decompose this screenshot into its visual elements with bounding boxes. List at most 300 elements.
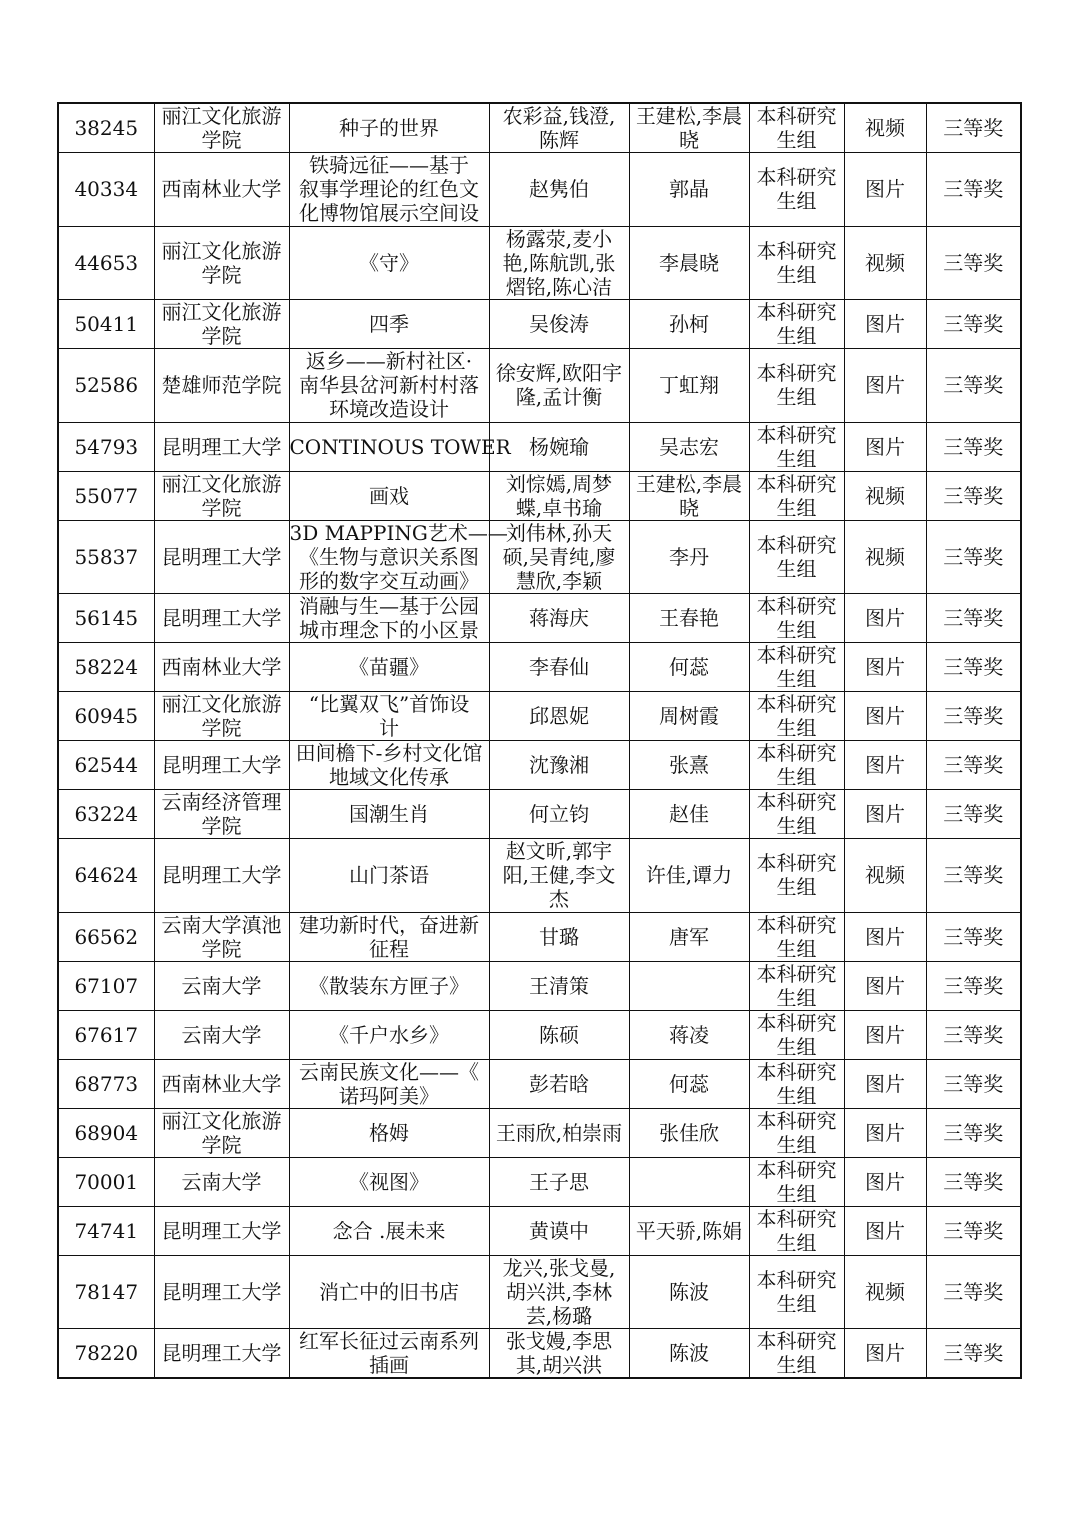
group-text: 本科研究 生组 bbox=[756, 422, 837, 471]
award-text: 三等奖 bbox=[943, 973, 1004, 998]
cell-school bbox=[154, 961, 289, 1010]
id-text: 74741 bbox=[74, 1218, 139, 1243]
cell-group bbox=[749, 103, 844, 153]
id-text: 63224 bbox=[74, 802, 139, 826]
cell-school bbox=[154, 1329, 289, 1379]
cell-title bbox=[289, 961, 489, 1010]
cell-id bbox=[58, 520, 154, 594]
cell-type bbox=[844, 1059, 926, 1108]
award-text: 三等奖 bbox=[943, 434, 1004, 459]
group-text: 本科研究 生组 bbox=[756, 238, 837, 287]
cell-title bbox=[289, 300, 489, 349]
title-text: 《千户水乡》 bbox=[329, 1022, 449, 1047]
school-text: 西南林业大学 bbox=[161, 1071, 282, 1096]
table-row bbox=[58, 1108, 1021, 1157]
cell-group bbox=[749, 594, 844, 643]
group-text: 本科研究 生组 bbox=[756, 1329, 837, 1377]
advisor-text: 王建松,李晨 晓 bbox=[635, 104, 743, 152]
cell-school bbox=[154, 103, 289, 153]
cell-title bbox=[289, 1206, 489, 1255]
authors-text: 陈硕 bbox=[539, 1022, 579, 1047]
group-text: 本科研究 生组 bbox=[756, 300, 837, 348]
cell-advisor bbox=[629, 1108, 749, 1157]
cell-award bbox=[926, 1108, 1021, 1157]
cell-advisor bbox=[629, 1059, 749, 1108]
cell-group bbox=[749, 643, 844, 692]
title-text: “比翼双飞”首饰设 计 bbox=[308, 692, 470, 740]
id-text: 50411 bbox=[74, 312, 139, 336]
table-row bbox=[58, 839, 1021, 913]
group-text: 本科研究 生组 bbox=[756, 594, 837, 642]
table-row bbox=[58, 1206, 1021, 1255]
advisor-text: 张熹 bbox=[669, 753, 709, 777]
cell-group bbox=[749, 1059, 844, 1108]
group-text: 本科研究 生组 bbox=[756, 643, 837, 691]
id-text: 60945 bbox=[74, 704, 139, 728]
cell-group bbox=[749, 471, 844, 520]
title-text: 3D MAPPING艺术—— 《生物与意识关系图 形的数字交互动画》 bbox=[289, 520, 508, 593]
table-row bbox=[58, 422, 1021, 471]
cell-group bbox=[749, 790, 844, 839]
award-text: 三等奖 bbox=[943, 483, 1004, 508]
cell-authors bbox=[489, 790, 629, 839]
school-text: 丽江文化旅游 学院 bbox=[161, 238, 282, 287]
type-text: 图片 bbox=[865, 434, 905, 459]
type-text: 视频 bbox=[865, 116, 905, 140]
cell-type bbox=[844, 790, 926, 839]
cell-advisor bbox=[629, 1206, 749, 1255]
school-text: 云南大学 bbox=[181, 1022, 262, 1047]
group-text: 本科研究 生组 bbox=[756, 692, 837, 740]
type-text: 图片 bbox=[865, 802, 905, 826]
authors-text: 赵隽伯 bbox=[529, 177, 589, 202]
cell-advisor bbox=[629, 1255, 749, 1329]
type-text: 图片 bbox=[865, 1169, 905, 1194]
cell-title bbox=[289, 1329, 489, 1379]
cell-school bbox=[154, 594, 289, 643]
cell-type bbox=[844, 912, 926, 961]
cell-type bbox=[844, 1157, 926, 1206]
advisor-text: 蒋凌 bbox=[669, 1022, 709, 1047]
cell-school bbox=[154, 226, 289, 300]
group-text: 本科研究 生组 bbox=[756, 790, 837, 838]
title-text: CONTINOUS TOWER bbox=[289, 434, 511, 459]
cell-award bbox=[926, 839, 1021, 913]
cell-title bbox=[289, 520, 508, 594]
id-text: 67107 bbox=[74, 973, 139, 998]
title-text: 消亡中的旧书店 bbox=[319, 1279, 459, 1304]
cell-advisor bbox=[629, 790, 749, 839]
cell-group bbox=[749, 741, 844, 790]
cell-award bbox=[926, 790, 1021, 839]
table-row bbox=[58, 790, 1021, 839]
award-text: 三等奖 bbox=[943, 1279, 1004, 1304]
advisor-text: 何蕊 bbox=[669, 655, 709, 679]
cell-authors bbox=[489, 1206, 629, 1255]
authors-text: 甘璐 bbox=[539, 924, 579, 949]
table-row bbox=[58, 471, 1021, 520]
school-text: 昆明理工大学 bbox=[161, 753, 282, 777]
authors-text: 何立钧 bbox=[529, 802, 589, 826]
advisor-text: 许佳,谭力 bbox=[645, 863, 733, 888]
cell-award bbox=[926, 1255, 1021, 1329]
cell-title bbox=[289, 422, 511, 471]
cell-school bbox=[154, 471, 289, 520]
authors-text: 李春仙 bbox=[529, 655, 589, 679]
cell-school bbox=[154, 741, 289, 790]
cell-authors bbox=[489, 1059, 629, 1108]
type-text: 图片 bbox=[865, 1071, 905, 1096]
award-text: 三等奖 bbox=[943, 1341, 1004, 1365]
cell-title bbox=[289, 349, 489, 423]
authors-text: 农彩益,钱澄, 陈辉 bbox=[502, 104, 616, 152]
award-text: 三等奖 bbox=[943, 863, 1004, 888]
advisor-text: 孙柯 bbox=[669, 312, 709, 336]
group-text: 本科研究 生组 bbox=[756, 912, 837, 961]
school-text: 楚雄师范学院 bbox=[161, 373, 282, 398]
id-text: 55837 bbox=[74, 544, 139, 569]
cell-title bbox=[289, 1059, 489, 1108]
type-text: 图片 bbox=[865, 1218, 905, 1243]
school-text: 云南大学 bbox=[181, 973, 262, 998]
cell-group bbox=[749, 422, 844, 471]
cell-advisor bbox=[629, 471, 749, 520]
authors-text: 吴俊涛 bbox=[529, 312, 589, 336]
cell-id bbox=[58, 226, 154, 300]
cell-award bbox=[926, 741, 1021, 790]
cell-award bbox=[926, 1157, 1021, 1206]
award-text: 三等奖 bbox=[943, 250, 1004, 275]
cell-authors bbox=[489, 1157, 629, 1206]
cell-award bbox=[926, 594, 1021, 643]
advisor-text: 陈波 bbox=[669, 1341, 709, 1365]
cell-advisor bbox=[629, 349, 749, 423]
cell-group bbox=[749, 912, 844, 961]
cell-id bbox=[58, 1206, 154, 1255]
cell-authors bbox=[489, 153, 629, 227]
cell-authors bbox=[489, 594, 629, 643]
award-text: 三等奖 bbox=[943, 544, 1004, 569]
cell-group bbox=[749, 349, 844, 423]
id-text: 58224 bbox=[74, 655, 139, 679]
type-text: 图片 bbox=[865, 704, 905, 728]
cell-id bbox=[58, 422, 154, 471]
group-text: 本科研究 生组 bbox=[756, 1206, 837, 1255]
authors-text: 黄谟中 bbox=[529, 1218, 589, 1243]
cell-id bbox=[58, 153, 154, 227]
award-text: 三等奖 bbox=[943, 655, 1004, 679]
table-row bbox=[58, 226, 1021, 300]
group-text: 本科研究 生组 bbox=[756, 741, 837, 789]
cell-title bbox=[289, 1255, 489, 1329]
advisor-text: 吴志宏 bbox=[659, 434, 719, 459]
cell-school bbox=[154, 1108, 289, 1157]
id-text: 67617 bbox=[74, 1022, 139, 1047]
cell-id bbox=[58, 692, 154, 741]
cell-advisor bbox=[629, 520, 749, 594]
type-text: 视频 bbox=[865, 544, 905, 569]
cell-advisor bbox=[629, 594, 749, 643]
cell-advisor bbox=[629, 741, 749, 790]
cell-award bbox=[926, 961, 1021, 1010]
type-text: 图片 bbox=[865, 973, 905, 998]
cell-title bbox=[289, 790, 489, 839]
title-text: 画戏 bbox=[369, 483, 409, 508]
authors-text: 徐安辉,欧阳宇 隆,孟计衡 bbox=[495, 361, 623, 410]
cell-id bbox=[58, 1108, 154, 1157]
award-text: 三等奖 bbox=[943, 802, 1004, 826]
school-text: 丽江文化旅游 学院 bbox=[161, 692, 282, 740]
title-text: 山门茶语 bbox=[349, 863, 429, 888]
table-row bbox=[58, 741, 1021, 790]
authors-text: 王清策 bbox=[529, 973, 589, 998]
cell-type bbox=[844, 520, 926, 594]
cell-type bbox=[844, 1010, 926, 1059]
id-text: 40334 bbox=[74, 177, 139, 202]
title-text: 建功新时代，奋进新 征程 bbox=[299, 912, 479, 961]
cell-authors bbox=[489, 692, 629, 741]
school-text: 昆明理工大学 bbox=[161, 1279, 282, 1304]
table-row bbox=[58, 300, 1021, 349]
cell-authors bbox=[489, 349, 629, 423]
school-text: 西南林业大学 bbox=[161, 177, 282, 202]
cell-award bbox=[926, 103, 1021, 153]
cell-id bbox=[58, 839, 154, 913]
cell-authors bbox=[489, 103, 629, 153]
table-row bbox=[58, 1059, 1021, 1108]
award-text: 三等奖 bbox=[943, 1169, 1004, 1194]
authors-text: 刘悰嫣,周梦 蝶,卓书瑜 bbox=[505, 471, 613, 520]
authors-text: 蒋海庆 bbox=[529, 606, 589, 630]
authors-text: 邱恩妮 bbox=[529, 704, 589, 728]
cell-type bbox=[844, 1255, 926, 1329]
cell-title bbox=[289, 594, 489, 643]
cell-school bbox=[154, 1255, 289, 1329]
cell-type bbox=[844, 692, 926, 741]
type-text: 视频 bbox=[865, 1279, 905, 1304]
type-text: 图片 bbox=[865, 655, 905, 679]
award-text: 三等奖 bbox=[943, 1218, 1004, 1243]
advisor-text: 唐军 bbox=[669, 924, 709, 949]
group-text: 本科研究 生组 bbox=[756, 471, 837, 520]
cell-advisor bbox=[629, 839, 749, 913]
id-text: 56145 bbox=[74, 606, 139, 630]
award-text: 三等奖 bbox=[943, 753, 1004, 777]
cell-type bbox=[844, 961, 926, 1010]
cell-authors bbox=[489, 1010, 629, 1059]
authors-text: 沈豫湘 bbox=[529, 753, 589, 777]
title-text: 云南民族文化——《 诺玛阿美》 bbox=[299, 1059, 479, 1108]
table-row bbox=[58, 692, 1021, 741]
cell-group bbox=[749, 300, 844, 349]
cell-award bbox=[926, 226, 1021, 300]
table-row bbox=[58, 912, 1021, 961]
type-text: 图片 bbox=[865, 177, 905, 202]
cell-school bbox=[154, 1157, 289, 1206]
cell-advisor bbox=[629, 422, 749, 471]
award-text: 三等奖 bbox=[943, 177, 1004, 202]
title-text: 红军长征过云南系列 插画 bbox=[299, 1329, 479, 1377]
cell-type bbox=[844, 103, 926, 153]
title-text: 《苗疆》 bbox=[349, 655, 429, 679]
school-text: 昆明理工大学 bbox=[161, 863, 282, 888]
type-text: 图片 bbox=[865, 1341, 905, 1365]
id-text: 55077 bbox=[74, 483, 139, 508]
cell-id bbox=[58, 643, 154, 692]
cell-school bbox=[154, 1206, 289, 1255]
award-text: 三等奖 bbox=[943, 312, 1004, 336]
cell-authors bbox=[489, 1255, 629, 1329]
table-row bbox=[58, 1329, 1021, 1379]
advisor-text: 丁虹翔 bbox=[659, 373, 719, 398]
cell-school bbox=[154, 692, 289, 741]
award-text: 三等奖 bbox=[943, 606, 1004, 630]
cell-id bbox=[58, 471, 154, 520]
award-text: 三等奖 bbox=[943, 1022, 1004, 1047]
school-text: 昆明理工大学 bbox=[161, 434, 282, 459]
id-text: 64624 bbox=[74, 863, 139, 888]
group-text: 本科研究 生组 bbox=[756, 851, 837, 900]
cell-group bbox=[749, 839, 844, 913]
cell-award bbox=[926, 692, 1021, 741]
cell-group bbox=[749, 1206, 844, 1255]
cell-award bbox=[926, 422, 1021, 471]
group-text: 本科研究 生组 bbox=[756, 165, 837, 214]
id-text: 70001 bbox=[74, 1169, 139, 1194]
type-text: 图片 bbox=[865, 1120, 905, 1145]
cell-group bbox=[749, 153, 844, 227]
cell-award bbox=[926, 1010, 1021, 1059]
table-row bbox=[58, 103, 1021, 153]
cell-authors bbox=[489, 839, 629, 913]
cell-id bbox=[58, 961, 154, 1010]
type-text: 图片 bbox=[865, 606, 905, 630]
title-text: 田间檐下-乡村文化馆 地域文化传承 bbox=[295, 741, 483, 789]
cell-title bbox=[289, 1157, 489, 1206]
type-text: 图片 bbox=[865, 753, 905, 777]
cell-advisor bbox=[629, 643, 749, 692]
cell-group bbox=[749, 1157, 844, 1206]
cell-id bbox=[58, 790, 154, 839]
advisor-text: 周树霞 bbox=[659, 704, 719, 728]
cell-award bbox=[926, 1059, 1021, 1108]
advisor-text: 李晨晓 bbox=[659, 250, 719, 275]
cell-school bbox=[154, 912, 289, 961]
results-table-body bbox=[58, 103, 1021, 1378]
table-row bbox=[58, 961, 1021, 1010]
cell-id bbox=[58, 594, 154, 643]
table-row bbox=[58, 1255, 1021, 1329]
school-text: 云南大学滇池 学院 bbox=[161, 912, 282, 961]
group-text: 本科研究 生组 bbox=[756, 1059, 837, 1108]
cell-title bbox=[289, 643, 489, 692]
table-row bbox=[58, 349, 1021, 423]
title-text: 念合 .展未来 bbox=[332, 1218, 446, 1243]
table-row bbox=[58, 520, 1021, 594]
cell-advisor bbox=[629, 912, 749, 961]
group-text: 本科研究 生组 bbox=[756, 104, 837, 152]
cell-type bbox=[844, 153, 926, 227]
advisor-text: 王春艳 bbox=[659, 606, 719, 630]
title-text: 《散装东方匣子》 bbox=[309, 973, 469, 998]
school-text: 昆明理工大学 bbox=[161, 1341, 282, 1365]
authors-text: 赵文昕,郭宇 阳,王健,李文 杰 bbox=[502, 839, 616, 912]
school-text: 丽江文化旅游 学院 bbox=[161, 1108, 282, 1157]
advisor-text: 何蕊 bbox=[669, 1071, 709, 1096]
cell-id bbox=[58, 1329, 154, 1379]
award-text: 三等奖 bbox=[943, 373, 1004, 398]
cell-title bbox=[289, 839, 489, 913]
cell-id bbox=[58, 1010, 154, 1059]
cell-award bbox=[926, 1329, 1021, 1379]
cell-title bbox=[289, 103, 489, 153]
title-text: 四季 bbox=[369, 312, 409, 336]
cell-advisor bbox=[629, 1157, 749, 1206]
cell-authors bbox=[489, 961, 629, 1010]
cell-title bbox=[289, 741, 489, 790]
cell-id bbox=[58, 1255, 154, 1329]
cell-authors bbox=[489, 471, 629, 520]
cell-school bbox=[154, 349, 289, 423]
advisor-text: 陈波 bbox=[669, 1279, 709, 1304]
cell-authors bbox=[489, 912, 629, 961]
table-row bbox=[58, 643, 1021, 692]
advisor-text: 李丹 bbox=[669, 544, 709, 569]
school-text: 西南林业大学 bbox=[161, 655, 282, 679]
school-text: 云南大学 bbox=[181, 1169, 262, 1194]
title-text: 格姆 bbox=[369, 1120, 409, 1145]
cell-group bbox=[749, 692, 844, 741]
cell-type bbox=[844, 594, 926, 643]
cell-award bbox=[926, 912, 1021, 961]
award-text: 三等奖 bbox=[943, 116, 1004, 140]
authors-text: 彭若晗 bbox=[529, 1071, 589, 1096]
advisor-text: 平天骄,陈娟 bbox=[635, 1218, 743, 1243]
cell-award bbox=[926, 520, 1021, 594]
id-text: 38245 bbox=[74, 116, 139, 140]
table-row bbox=[58, 1157, 1021, 1206]
cell-award bbox=[926, 349, 1021, 423]
school-text: 丽江文化旅游 学院 bbox=[161, 104, 282, 152]
id-text: 66562 bbox=[74, 924, 139, 949]
authors-text: 王雨欣,柏崇雨 bbox=[495, 1120, 623, 1145]
table-row bbox=[58, 1010, 1021, 1059]
cell-id bbox=[58, 349, 154, 423]
authors-text: 杨婉瑜 bbox=[529, 434, 589, 459]
cell-title bbox=[289, 153, 489, 227]
id-text: 78147 bbox=[74, 1279, 139, 1304]
cell-award bbox=[926, 1206, 1021, 1255]
cell-type bbox=[844, 349, 926, 423]
group-text: 本科研究 生组 bbox=[756, 1108, 837, 1157]
cell-type bbox=[844, 226, 926, 300]
group-text: 本科研究 生组 bbox=[756, 1157, 837, 1206]
cell-id bbox=[58, 912, 154, 961]
cell-advisor bbox=[629, 1010, 749, 1059]
cell-award bbox=[926, 471, 1021, 520]
cell-title bbox=[289, 1010, 489, 1059]
authors-text: 刘伟林,孙天 硕,吴青纯,廖 慧欣,李颖 bbox=[502, 520, 616, 593]
id-text: 52586 bbox=[74, 373, 139, 398]
type-text: 图片 bbox=[865, 373, 905, 398]
cell-group bbox=[749, 1329, 844, 1379]
group-text: 本科研究 生组 bbox=[756, 532, 837, 581]
cell-type bbox=[844, 422, 926, 471]
group-text: 本科研究 生组 bbox=[756, 1267, 837, 1316]
cell-title bbox=[289, 471, 489, 520]
cell-advisor bbox=[629, 1329, 749, 1379]
type-text: 视频 bbox=[865, 250, 905, 275]
